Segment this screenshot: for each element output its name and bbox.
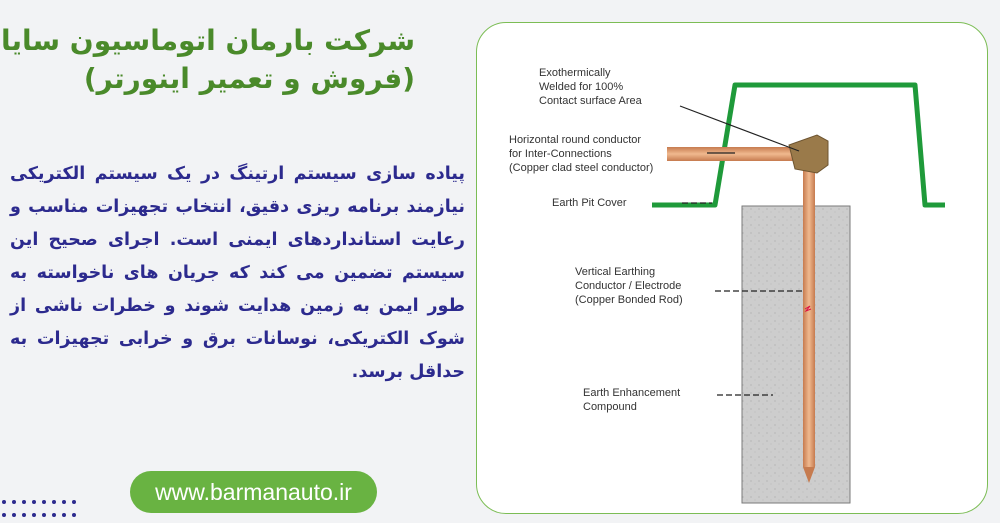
diagram-card bbox=[476, 22, 988, 514]
company-subtitle: (فروش و تعمیر اینورتر) bbox=[83, 62, 415, 95]
company-title bbox=[0, 22, 415, 98]
earth-enhancement-compound bbox=[742, 206, 850, 503]
earthing-diagram bbox=[477, 23, 986, 512]
label-horizontal-3: (Copper clad steel conductor) bbox=[509, 162, 654, 174]
company-name: شرکت بارمان اتوماسیون سایا bbox=[0, 24, 415, 57]
decorative-dots-bottom-left bbox=[0, 497, 80, 523]
website-link[interactable]: www.barmanauto.ir bbox=[130, 471, 377, 513]
label-horizontal-1: Horizontal round conductor bbox=[509, 134, 642, 146]
leader-exothermic bbox=[680, 106, 799, 151]
label-exothermic-2: Welded for 100% bbox=[539, 81, 624, 93]
label-vertical-3: (Copper Bonded Rod) bbox=[575, 294, 683, 306]
label-vertical-2: Conductor / Electrode bbox=[575, 280, 682, 292]
label-exothermic-3: Contact surface Area bbox=[539, 95, 642, 107]
label-enhancement-2: Compound bbox=[583, 401, 637, 413]
label-horizontal-2: for Inter-Connections bbox=[509, 148, 612, 160]
label-exothermic-1: Exothermically bbox=[539, 67, 611, 79]
exothermic-weld bbox=[789, 135, 828, 173]
label-enhancement-1: Earth Enhancement bbox=[583, 387, 681, 399]
label-pit-cover: Earth Pit Cover bbox=[552, 197, 627, 209]
description-paragraph: پیاده سازی سیستم ارتینگ در یک سیستم الکتریکی نیازمند برنامه ریزی دقیق، انتخاب تجهیزات مناسب و رعایت استانداردهای ایمنی است. اجرای صحیح این سیستم تضمین می کند که جریان های ناخواسته به طور ایمن به زمین هدایت شوند و خطرات ناشی از شوک الکتریکی، نوسانات برق و خرابی تجهیزات به حداقل برسد. bbox=[10, 164, 465, 382]
horizontal-conductor bbox=[667, 147, 793, 161]
label-vertical-1: Vertical Earthing bbox=[575, 266, 656, 278]
